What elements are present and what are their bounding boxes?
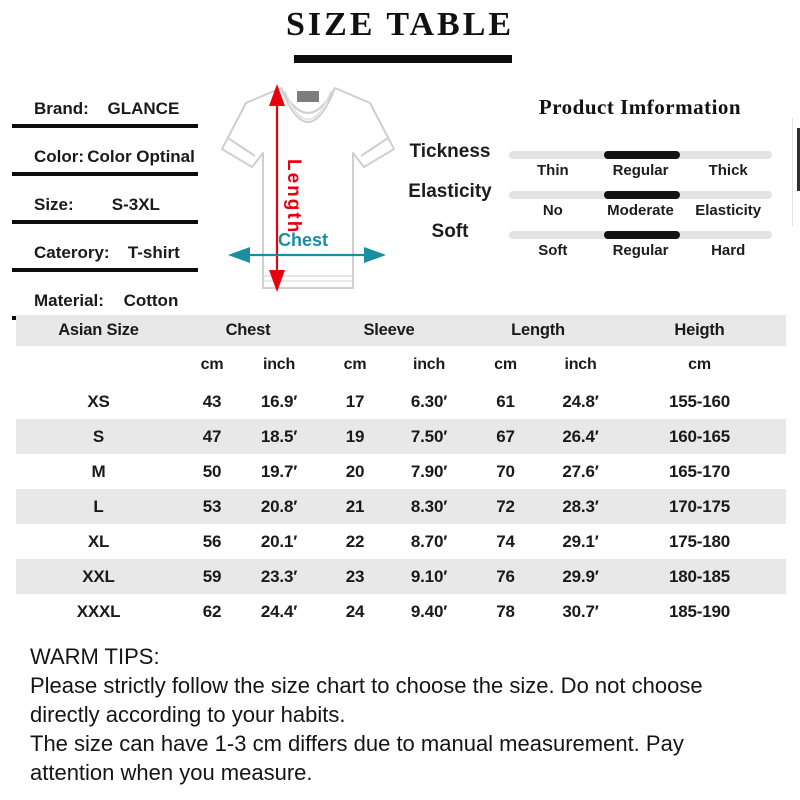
header-heigth: Heigth [674,321,725,339]
product-information-panel [495,95,785,271]
attribute-value: T-shirt [127,243,180,262]
size-cell: M [91,461,106,481]
scale-option-labels [509,242,772,259]
size-cell: 43 [202,391,222,411]
unit-cell: inch [412,356,446,373]
product-attributes-list [12,80,198,320]
size-cell: 47 [202,426,222,446]
size-cell: 29.9′ [562,566,599,586]
scale-option: Regular [612,242,669,259]
size-cell: 24 [345,601,365,621]
warm-tips-lines [30,671,780,787]
scale-option: Moderate [607,202,674,219]
size-cell: 28.3′ [562,496,599,516]
size-row-m [16,454,786,489]
size-row-xs [16,384,786,419]
size-cell: 26.4′ [562,426,599,446]
scale-bar [509,151,772,159]
scale-option: No [542,202,563,219]
header-sleeve: Sleeve [363,321,415,339]
scale-option: Elasticity [695,202,762,219]
size-cell: 67 [496,426,515,446]
size-cell: 27.6′ [562,461,599,481]
size-cell: 20 [345,461,365,481]
attribute-row [12,272,198,320]
attribute-label: Caterory: [34,243,110,262]
warm-tips-line: The size can have 1-3 cm differs due to manual measurement. Pay [30,731,684,756]
size-cell: 61 [496,391,515,411]
unit-cell: cm [200,356,224,373]
thickness-label: Tickness [409,141,491,162]
size-cell: 72 [496,496,515,516]
product-info-scale-row [495,151,785,191]
size-cell: XXL [82,566,115,586]
header-asian-size: Asian Size [58,321,139,339]
size-cell: 20.8′ [260,496,298,516]
size-row-xl [16,524,786,559]
size-cell: 24.4′ [260,601,298,621]
size-cell: 24.8′ [562,391,599,411]
scale-selected-segment [604,191,680,199]
collar-tag [297,91,319,102]
attribute-row [12,80,198,128]
size-cell: L [93,496,104,516]
size-cell: 7.90′ [410,461,448,481]
unit-cell: cm [494,356,517,373]
measure-words-column [398,132,502,252]
size-cell: 70 [496,461,515,481]
size-cell: XXXL [76,601,121,621]
size-cell: 170-175 [669,496,730,516]
scale-option: Soft [538,242,568,259]
scale-option-labels [509,162,772,179]
product-information-title: Product Imformation [538,95,742,119]
scale-option: Thin [537,162,569,179]
size-cell: XS [87,391,110,411]
product-info-scale-row [495,191,785,231]
attribute-label: Material: [34,291,104,310]
size-row-xxxl [16,594,786,629]
size-cell: 20.1′ [260,531,298,551]
attribute-row [12,128,198,176]
warm-tips-heading: WARM TIPS: [30,644,160,669]
scale-option: Hard [711,242,746,259]
size-cell: 30.7′ [562,601,599,621]
warm-tips [30,642,780,787]
size-table [16,315,786,629]
size-cell: 175-180 [669,531,730,551]
size-cell: 59 [202,566,222,586]
attribute-value: S-3XL [111,195,160,214]
size-row-l [16,489,786,524]
size-cell: S [92,426,105,446]
warm-tips-line: attention when you measure. [30,760,313,785]
size-cell: 18.5′ [260,426,298,446]
page-title: SIZE TABLE [285,6,515,43]
unit-cell: cm [343,356,367,373]
size-table-header-row [16,315,786,346]
size-cell: 9.10′ [410,566,448,586]
size-cell: 76 [496,566,515,586]
size-cell: XL [87,531,110,551]
size-cell: 155-160 [669,391,730,411]
attribute-row [12,224,198,272]
scale-selected-segment [604,151,680,159]
size-cell: 23.3′ [260,566,298,586]
attribute-label: Brand: [34,99,89,118]
warm-tips-line: Please strictly follow the size chart to choose the size. Do not choose [30,673,703,698]
product-info-scale-row [495,231,785,271]
size-cell: 16.9′ [260,391,298,411]
attribute-value: Cotton [123,291,179,310]
header-chest: Chest [225,321,271,339]
size-cell: 7.50′ [410,426,448,446]
attribute-row [12,176,198,224]
cropped-neighbor-line [792,118,793,226]
size-row-s [16,419,786,454]
size-cell: 74 [496,531,515,551]
elasticity-label: Elasticity [408,181,492,202]
softness-label: Soft [431,221,469,242]
size-cell: 180-185 [669,566,730,586]
tshirt-diagram [218,76,398,298]
scale-option-labels [509,202,772,219]
attribute-value: GLANCE [107,99,180,118]
size-cell: 8.30′ [410,496,448,516]
size-row-xxl [16,559,786,594]
size-table-body [16,384,786,629]
unit-cell: inch [262,356,296,373]
attribute-label: Size: [34,195,74,214]
tshirt-outline-icon [218,76,398,298]
size-cell: 17 [345,391,365,411]
chest-measure-label: Chest [277,230,328,250]
scale-option: Thick [708,162,748,179]
scale-option: Regular [612,162,669,179]
size-cell: 160-165 [669,426,730,446]
size-cell: 78 [496,601,515,621]
size-cell: 19 [345,426,365,446]
title-underline-bar [294,55,512,63]
attribute-value: Color Optinal [87,147,195,166]
size-table-unit-row [16,346,786,384]
warm-tips-line: directly according to your habits. [30,702,346,727]
size-cell: 23 [345,566,365,586]
unit-cell: cm [688,356,711,373]
size-cell: 185-190 [669,601,730,621]
size-cell: 165-170 [669,461,730,481]
header-length: Length [511,321,565,339]
size-cell: 8.70′ [410,531,448,551]
length-measure-label: Length [283,159,304,235]
size-cell: 29.1′ [562,531,599,551]
scale-selected-segment [604,231,680,239]
size-cell: 53 [202,496,222,516]
size-cell: 62 [202,601,222,621]
scale-bar [509,231,772,239]
size-cell: 22 [345,531,365,551]
size-cell: 56 [202,531,222,551]
size-cell: 21 [345,496,365,516]
size-cell: 50 [202,461,222,481]
size-cell: 6.30′ [410,391,448,411]
unit-cell: inch [564,356,597,373]
size-cell: 19.7′ [260,461,298,481]
scale-bar [509,191,772,199]
attribute-label: Color: [34,147,85,166]
product-information-scales [495,151,785,271]
size-cell: 9.40′ [410,601,448,621]
